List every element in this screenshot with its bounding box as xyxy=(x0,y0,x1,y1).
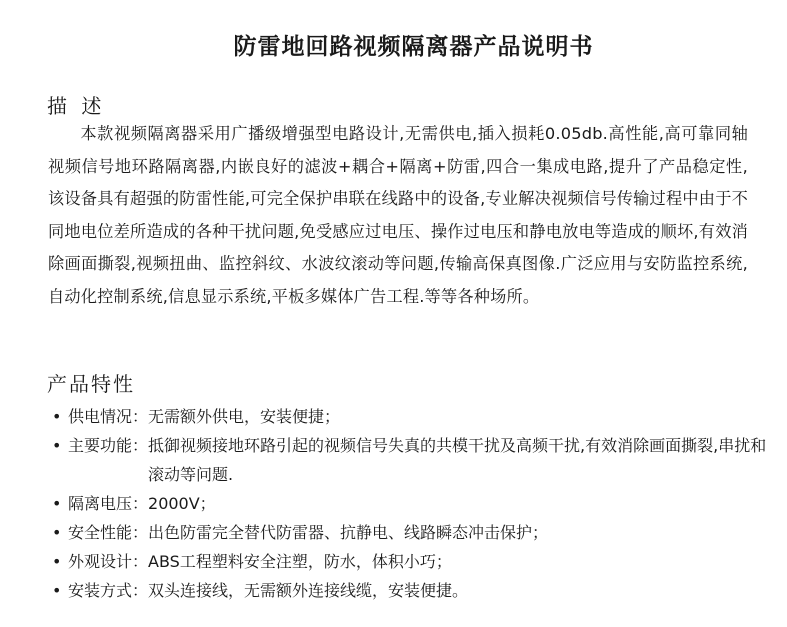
feature-label: • 供电情况： xyxy=(68,407,149,426)
feature-item-installation xyxy=(52,576,772,605)
feature-item-appearance xyxy=(52,547,772,576)
feature-item-function xyxy=(52,431,772,489)
feature-label: • 安全性能： xyxy=(68,523,149,542)
feature-value: 无需额外供电，安装便捷； xyxy=(148,407,341,426)
feature-value: 出色防雷完全替代防雷器、抗静电、线路瞬态冲击保护； xyxy=(148,523,549,542)
feature-value: 双头连接线，无需额外连接线缆，安装便捷。 xyxy=(148,581,469,600)
feature-label: • 隔离电压： xyxy=(68,494,149,513)
feature-item-safety xyxy=(52,518,772,547)
feature-label: • 安装方式： xyxy=(68,581,149,600)
features-heading: 产品特性 xyxy=(47,372,135,396)
feature-item-isolation-voltage xyxy=(52,489,772,518)
description-heading: 描 述 xyxy=(47,94,106,118)
feature-value: ABS工程塑料安全注塑，防水，体积小巧； xyxy=(148,552,452,571)
feature-value: 2000V； xyxy=(148,494,216,513)
feature-item-power xyxy=(52,402,772,431)
feature-value: 抵御视频接地环路引起的视频信号失真的共模干扰及高频干扰,有效消除画面撕裂,串扰和滚动等问题. xyxy=(148,436,767,484)
document-title: 防雷地回路视频隔离器产品说明书 xyxy=(233,34,594,60)
description-paragraph: 本款视频隔离器采用广播级增强型电路设计,无需供电,插入损耗0.05db.高性能,高可靠同轴视频信号地环路隔离器,内嵌良好的滤波+耦合+隔离+防雷,四合一集成电路,提升了产品稳定性,该设备具有超强的防雷性能,可完全保护串联在线路中的设备,专业解决视频信号传输过程中由于不同地电位差所造成的各种干扰问题,免受感应过电压、操作过电压和静电放电等造成的顺坏,有效消除画面撕裂,视频扭曲、监控斜纹、水波纹滚动等问题,传输高保真图像.广泛应用与安防监控系统,自动化控制系统,信息显示系统,平板多媒体广告工程.等等各种场所。 xyxy=(48,124,748,306)
feature-label: • 主要功能： xyxy=(68,436,149,455)
feature-label: • 外观设计： xyxy=(68,552,149,571)
features-list xyxy=(52,402,772,605)
